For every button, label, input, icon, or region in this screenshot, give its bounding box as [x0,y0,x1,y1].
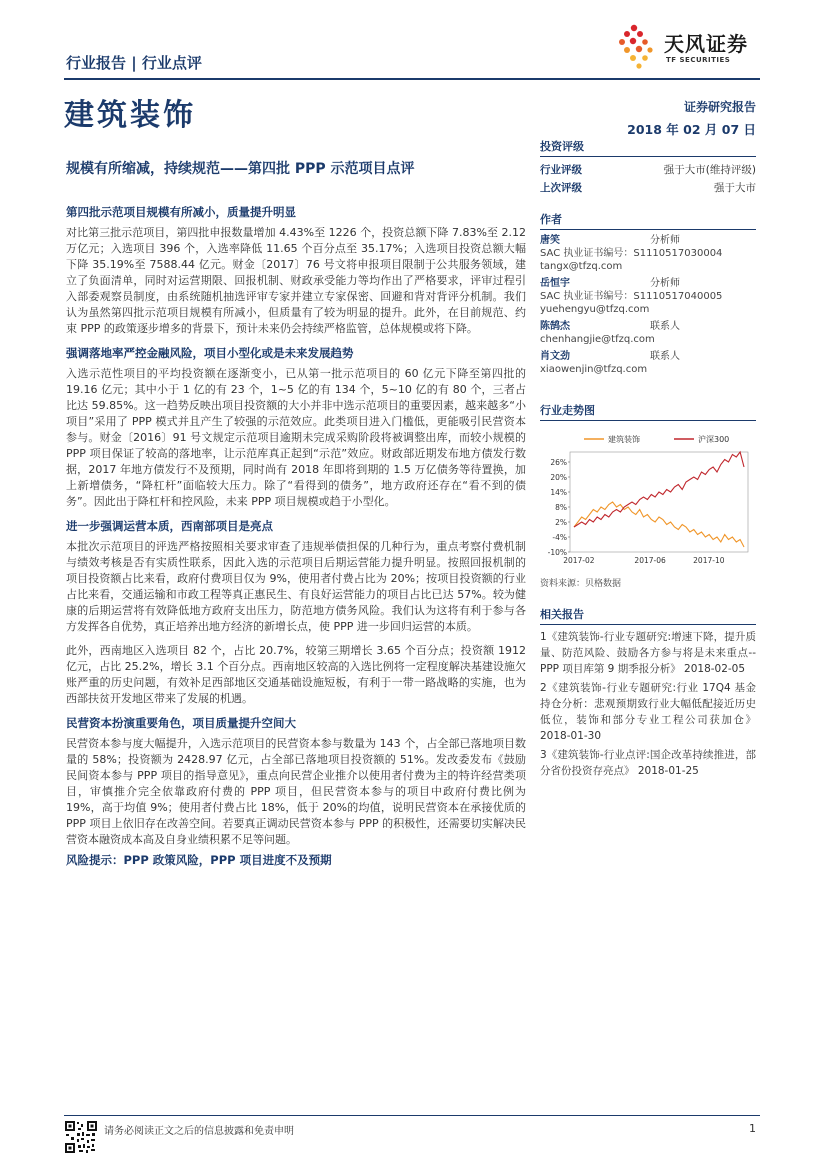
section-paragraph: 此外，西南地区入选项目 82 个，占比 20.7%，较第三期增长 3.65 个百分点；投资额 1912 亿元，占比 25.2%，增长 3.1 个百分点。西南地区较高的入选比例将一定程度解决基建设施欠账严重的历史问题，有效补足西部地区交通基础设施短板，有利于一带一路战略的实施，也为西部扶贫开发地区带来了发展的机遇。 [66,644,526,705]
author-name: 岳恒宇 [540,278,570,289]
qr-code [64,1120,98,1154]
legend-label: 建筑装饰 [608,435,640,444]
author-entry [540,350,756,376]
author-entry [540,234,756,273]
rating-key: 行业评级 [540,164,582,176]
section-paragraph: 入选示范性项目的平均投资额在逐渐变小，已从第一批示范项目的 60 亿元下降至第四批的 19.16 亿元；其中小于 1 亿的有 23 个，1~5 亿的有 134 个，5~10 亿的有 80 个，三者占比达 59.85%。这一趋势反映出项目投资额的大小并非中选示范项目的重要因素，越来越多“小项目”采用了 PPP 模式并且产生了较强的示范效应。此类项目进入门槛低，更能吸引民营资本参与。财金〔2016〕91 号文规定示范项目逾期未完成采购阶段将被调整出库，而较小规模的 PPP 项目保证了较高的落地率，让示范库真正起到“示范”效应。财政部近期发布地方债发行数据，2017 年地方债发行不及预期，同时尚有 2018 年即将到期的 1.5 万亿债务等待置换，加上新增债务，“降杠杆”面临较大压力。除了“看得到的债务”，地方政府还存在“看不到的债务”。因此出于降杠杆和控风险，未来 PPP 项目规模或趋于小型化。 [66,367,526,508]
plot-frame [570,452,748,552]
author-email[interactable]: tangx@tfzq.com [540,261,623,272]
x-tick-label: 2017-06 [634,556,666,565]
rating-value: 强于大市 [714,182,756,194]
author-heading: 作者 [540,211,756,230]
section-heading: 第四批示范项目规模有所减小，质量提升明显 [66,205,296,219]
industry-name: 建筑装饰 [64,98,196,133]
series-line-2 [574,452,744,527]
related-item[interactable]: 2《建筑装饰-行业专题研究:行业 17Q4 基金持仓分析：悲观预期致行业大幅低配接近历史低位，装饰和部分专业工程公司获加仓》 2018-01-30 [540,682,756,742]
author-email[interactable]: chenhangjie@tfzq.com [540,334,655,345]
report-type: 行业报告 | 行业点评 [66,54,202,72]
author-role: 联系人 [650,351,680,362]
logo-subtitle: TF SECURITIES [666,56,731,64]
trend-chart-svg [540,428,756,574]
y-tick-label: 2% [555,518,567,527]
related-list [540,629,756,779]
report-date: 2018 年 02 月 07 日 [627,122,756,137]
main-content [66,200,526,873]
rating-row [540,179,756,197]
rating-value: 强于大市(维持评级) [663,164,756,176]
rating-heading: 投资评级 [540,138,756,157]
section-1 [66,204,526,337]
legend-label: 沪深300 [698,435,730,444]
author-cert: SAC 执业证书编号：S1110517040005 [540,291,723,302]
section-2 [66,345,526,510]
related-item[interactable]: 3《建筑装饰-行业点评:国企改革持续推进，部分省份投资存亮点》 2018-01-25 [540,749,756,777]
related-item[interactable]: 1《建筑装饰-行业专题研究:增速下降，提升质量、防范风险、鼓励各方参与将是未来重点--PPP 项目库第 9 期季报分析》 2018-02-05 [540,631,756,675]
document-title: 规模有所缩减，持续规范——第四批 PPP 示范项目点评 [66,161,415,177]
trend-heading: 行业走势图 [540,402,756,421]
section-paragraph: 本批次示范项目的评选严格按照相关要求审查了违规举债担保的几种行为，重点考察付费机制与绩效考核是否有实质性联系，因此入选的示范项目后期运营能力提升明显。按照回报机制的项目投资额占比来看，政府付费项目仅为 9%，使用者付费占比为 20%；按项目投资额的行业占比来看，交通运输和市政工程等真正惠民生、有良好运营能力的项目占比已达 57%。较为健康的后期运营将有效降低地方政府支出压力，防范地方债务风险。我们认为这将有利于参与各方发挥各自优势，真正培养出地方经济的新增长点，使 PPP 进一步回归运营的本质。 [66,540,526,633]
report-kind: 证券研究报告 [683,100,756,114]
chart-source: 资料来源：贝格数据 [540,579,622,589]
footer-disclaimer[interactable]: 请务必阅读正文之后的信息披露和免责申明 [104,1126,294,1137]
author-email[interactable]: yuehengyu@tfzq.com [540,304,650,315]
related-reports [540,606,756,782]
rating-row [540,161,756,179]
qr-code-icon [64,1120,98,1154]
author-role: 分析师 [650,278,680,289]
y-tick-label: -10% [547,548,567,557]
author-name: 陈鹄杰 [540,321,570,332]
header-divider [64,78,760,80]
related-heading: 相关报告 [540,606,756,625]
y-tick-label: 14% [550,488,567,497]
footer-divider [64,1115,760,1116]
company-logo [612,22,762,70]
industry-trend-chart [540,428,756,574]
section-heading: 民营资本扮演重要角色，项目质量提升空间大 [66,716,296,730]
author-role: 分析师 [650,235,680,246]
section-paragraph: 民营资本参与度大幅提升，入选示范项目的民营资本参与数量为 143 个，占全部已落地项目数量的 58%；投资额为 2428.97 亿元，占全部已落地项目投资额的 51%。发改委发布《鼓励民间资本参与 PPP 项目的指导意见》，重点向民营企业推介以使用者付费为主的特许经营类项目，审慎推介完全依靠政府付费的 PPP 项目，但民营资本参与的项目中政府付费比例为 19%，高于均值 9%；使用者付费占比 18%，低于 20%的均值，说明民营资本在承接优质的 PPP 项目上依旧存在改善空间。若要真正调动民营资本参与 PPP 的积极性，还需要切实解决民营资本融资成本高及自身业绩积累不足等问题。 [66,737,526,846]
author-entry [540,320,756,346]
y-tick-label: -4% [552,533,567,542]
risk-warning: 风险提示：PPP 政策风险，PPP 项目进度不及预期 [66,853,332,867]
section-heading: 进一步强调运营本质，西南部项目是亮点 [66,519,273,533]
y-tick-label: 20% [550,473,567,482]
author-name: 肖文劲 [540,351,570,362]
logo-mark-icon [612,22,660,70]
sidebar [540,138,756,425]
y-tick-label: 8% [555,503,567,512]
x-tick-label: 2017-10 [693,556,725,565]
section-4 [66,715,526,848]
page-number: 1 [749,1122,756,1135]
y-tick-label: 26% [550,458,567,467]
author-name: 唐笑 [540,235,560,246]
logo-name: 天风证券 [664,32,748,56]
series-line-1 [574,502,744,547]
x-tick-label: 2017-02 [563,556,595,565]
author-cert: SAC 执业证书编号：S1110517030004 [540,248,723,259]
section-paragraph: 对比第三批示范项目，第四批申报数量增加 4.43%至 1226 个，投资总额下降 7.83%至 2.12 万亿元；入选项目 396 个，入选率降低 11.65 个百分点至 35.17%；入选项目投资总额大幅下降 35.19%至 7588.44 亿元。财金〔2017〕76 号文将申报项目限制于公共服务领域，建立了负面清单，同时对运营期限、回报机制、财政承受能力等均作出了严格要求，评审过程引入部委观察员制度，由系统随机抽选评审专家并建立专家保密、回避和背对背评分机制。我们认为虽然第四批示范项目规模有所减小，但质量有了较为明显的提升。此外，在目前规范、约束 PPP 的政策逐步增多的背景下，预计未来仍会持续严格监管，总体规模或将下降。 [66,226,526,335]
author-email[interactable]: xiaowenjin@tfzq.com [540,364,648,375]
section-3 [66,518,526,707]
rating-key: 上次评级 [540,182,582,194]
author-role: 联系人 [650,321,680,332]
section-heading: 强调落地率严控金融风险，项目小型化或是未来发展趋势 [66,346,354,360]
author-entry [540,277,756,316]
